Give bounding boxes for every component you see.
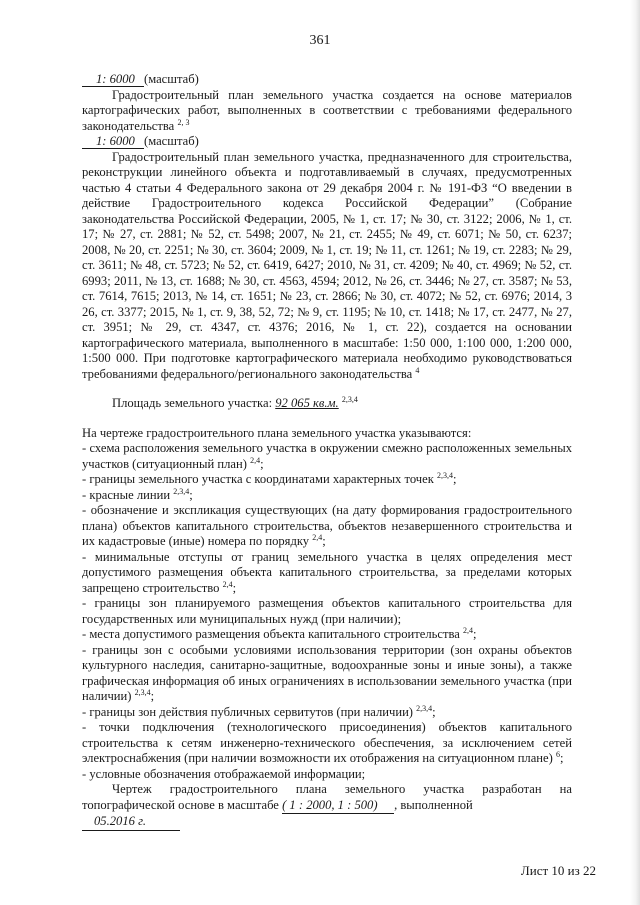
scale-value-1: 1: 6000 <box>82 73 144 87</box>
drawing-item-end: ; <box>432 704 436 719</box>
scale-paragraph-1-text: Градостроительный план земельного участка создается на основе материалов картографических работ, выполненных в соответствии с требованиями федерального законодательства <box>82 87 572 133</box>
footnote-marker: 2,4 <box>463 626 473 635</box>
scale-line-2 <box>82 134 572 150</box>
closing-line-2 <box>82 798 572 831</box>
sheet-footer: Лист 10 из 22 <box>520 863 596 878</box>
footnote-marker: 2,3,4 <box>134 688 151 697</box>
drawing-item-text: - красные линии <box>82 487 171 502</box>
drawing-list-item <box>82 441 572 472</box>
scale-line-1 <box>82 72 572 88</box>
closing-prefix: топографической основе в масштабе <box>82 797 279 812</box>
drawing-list-item <box>82 705 572 721</box>
drawing-item-end: ; <box>473 627 477 641</box>
closing-middle: , выполненной <box>394 797 473 812</box>
drawing-list-item <box>82 472 572 488</box>
footnote-marker: 2, 3 <box>177 117 190 127</box>
drawing-intro: На чертеже градостроительного плана земельного участка указываются: <box>82 425 472 440</box>
footnote-marker: 2,4 <box>250 455 261 465</box>
footnote-marker: 6 <box>556 750 560 759</box>
footnote-marker: 2,4 <box>312 533 323 542</box>
footnote-marker: 2,3,4 <box>416 703 433 713</box>
page-number: 361 <box>309 33 331 48</box>
scale-label-2: (масштаб) <box>144 134 199 148</box>
drawing-list-item <box>82 503 572 550</box>
drawing-items-list <box>82 441 572 782</box>
area-line <box>82 396 572 412</box>
drawing-item-end: ; <box>150 689 155 703</box>
scale-value-2: 1: 6000 <box>82 135 144 149</box>
area-label: Площадь земельного участка: <box>112 396 273 410</box>
drawing-item-text: - границы зон действия публичных сервитутов (при наличии) <box>82 704 414 719</box>
drawing-item-text: - границы зон с особыми условиями использования территории (зон охраны объектов культурного наследия, санитарно-защитные, водоохранные зоны и иные зоны), а также графическая информация об иных ограничениях в использовании земельного участка (при наличии) <box>82 642 572 703</box>
drawing-list-item <box>82 627 572 643</box>
drawing-item-end: ; <box>260 456 264 471</box>
drawing-item-end: ; <box>453 472 457 486</box>
drawing-item-text: - границы зон планируемого размещения объектов капитального строительства для государственных или муниципальных нужд (при наличии); <box>82 596 572 626</box>
drawing-item-text: - минимальные отступы от границ земельного участка в целях определения мест допустимого размещения объекта капитального строительства, за пределами которых запрещено строительство <box>82 549 572 595</box>
closing-line-1: Чертеж градостроительного плана земельного участка разработан на <box>112 782 572 796</box>
drawing-item-end: ; <box>560 751 564 765</box>
drawing-item-end: ; <box>232 580 237 595</box>
drawing-list-item <box>82 643 572 705</box>
closing-date: 05.2016 г. <box>82 814 180 831</box>
drawing-item-text: - места допустимого размещения объекта капитального строительства <box>82 627 460 641</box>
footnote-marker: 4 <box>415 365 420 375</box>
closing-scale: ( 1 : 2000, 1 : 500) <box>282 798 394 815</box>
drawing-item-text: - границы земельного участка с координатами характерных точек <box>82 472 434 486</box>
document-body <box>82 72 572 831</box>
drawing-item-text: - точки подключения (технологического присоединения) объектов капитального строительства к сетям инженерно-технического обеспечения, за исключением сетей электроснабжения (при наличии возможности их отображения на ситуационном плане) <box>82 720 572 765</box>
scale-paragraph-2-text: Градостроительный план земельного участка, предназначенного для строительства, реконструкции линейного объекта и подготавливаемый в случаях, предусмотренных частью 4 статьи 4 Федерального закона от 29 декабря 2004 г. № 191-ФЗ “О введении в действие Градостроительного кодекса Российской Федерации” (Собрание законодательства Российской Федерации, 2005, № 1, ст. 17; № 30, ст. 3122; 2006, № 1, ст. 17; № 27, ст. 2881; № 52, ст. 5498; 2007, № 21, ст. 2455; № 49, ст. 6071; № 50, ст. 6237; 2008, № 20, ст. 2251; № 30, ст. 3604; 2009, № 1, ст. 19; № 11, ст. 1261; № 19, ст. 2283; № 29, ст. 3611; № 48, ст. 5723; № 52, ст. 6419, 6427; 2010, № 31, ст. 4209; № 40, ст. 4969; № 52, ст. 6993; 2011, № 13, ст. 1688; № 30, ст. 4563, 4594; 2012, № 26, ст. 3446; № 27, ст. 3587; № 53, ст. 7614, 7615; 2013, № 14, ст. 1651; № 23, ст. 2866; № 30, ст. 4072; № 52, ст. 6976; 2014, 3 26, ст. 3377; 2015, № 1, ст. 9, 38, 52, 72; № 9, ст. 1195; № 10, ст. 1418; № 17, ст. 2477, № 27, ст. 3951; № 29, ст. 4347, ст. 4376; 2016, № 1, ст. 22), создается на основании картографического материала, выполненного в масштабе: 1:50 000, 1:100 000, 1:200 000, 1:500 000. При подготовке картографического материала необходимо руководствоваться требованиями федерального/регионального законодательства <box>82 149 572 381</box>
scan-edge-shadow <box>630 0 640 905</box>
footnote-marker: 2,3,4 <box>437 471 453 480</box>
drawing-list-item <box>82 596 572 627</box>
area-value: 92 065 кв.м. <box>275 396 339 410</box>
drawing-list-item <box>82 767 572 783</box>
footnote-marker: 2,4 <box>222 579 233 589</box>
footnote-marker: 2,3,4 <box>173 486 190 496</box>
drawing-list-item <box>82 550 572 597</box>
drawing-item-end: ; <box>189 487 193 502</box>
drawing-item-text: - схема расположения земельного участка в окружении смежно расположенных земельных участков (ситуационный план) <box>82 441 572 471</box>
scale-paragraph-1 <box>82 88 572 135</box>
drawing-list-item <box>82 488 572 504</box>
scale-paragraph-2 <box>82 150 572 383</box>
scale-label-1: (масштаб) <box>144 72 199 86</box>
drawing-item-text: - условные обозначения отображаемой информации; <box>82 766 366 781</box>
drawing-item-text: - обозначение и экспликация существующих (на дату формирования градостроительного плана) объектов капитального строительства, объектов незавершенного строительства и их кадастровые (иные) номера по порядку <box>82 503 572 548</box>
drawing-list-item <box>82 720 572 767</box>
drawing-item-end: ; <box>322 534 326 548</box>
footnote-marker: 2,3,4 <box>341 395 358 404</box>
